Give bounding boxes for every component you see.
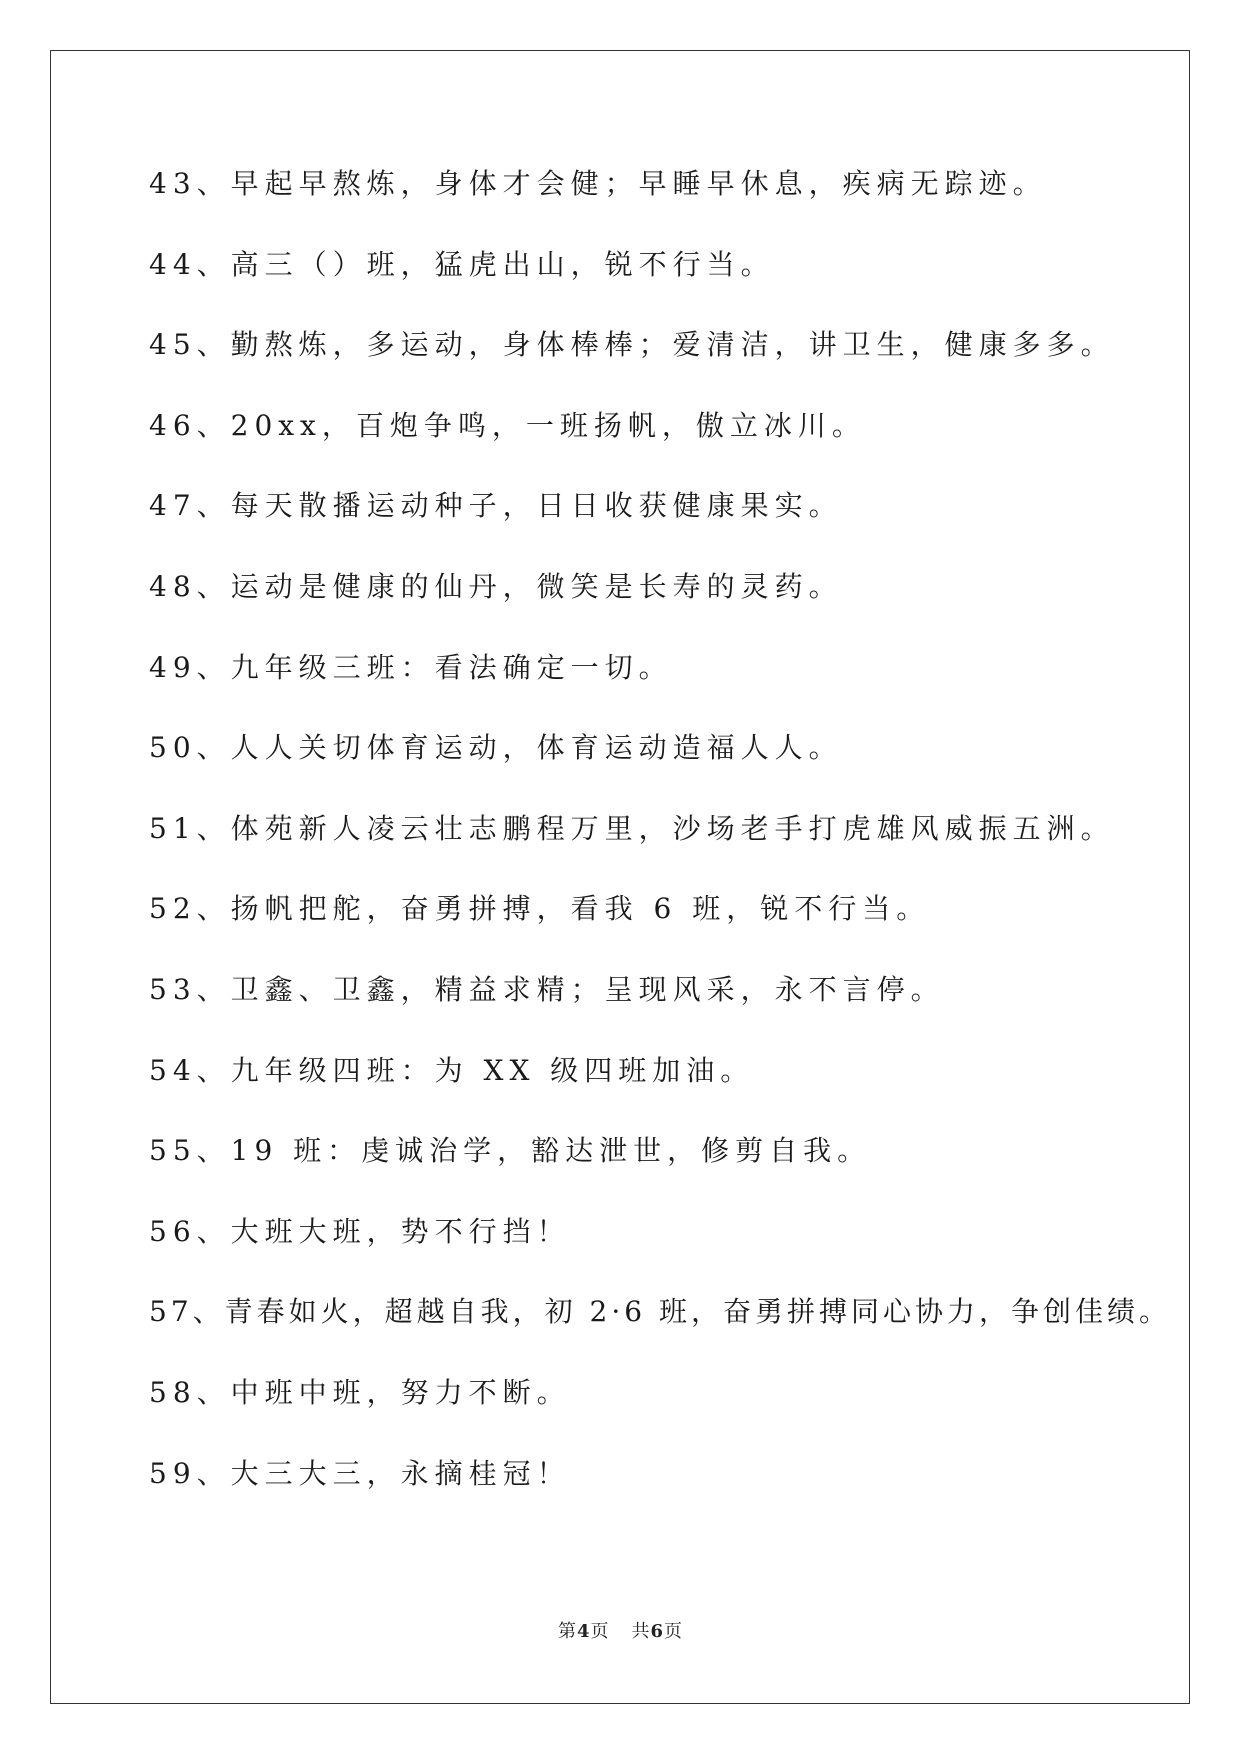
slogan-49: 49、九年级三班：看法确定一切。 — [149, 650, 673, 684]
slogan-51: 51、体苑新人凌云壮志鹏程万里，沙场老手打虎雄风威振五洲。 — [149, 811, 1115, 845]
page-total: 6 — [650, 1621, 665, 1642]
page-suffix: 页 — [590, 1621, 610, 1642]
slogan-58: 58、中班中班，努力不断。 — [149, 1375, 571, 1409]
slogan-59: 59、大三大三，永摘桂冠！ — [149, 1456, 571, 1490]
slogan-list — [149, 167, 1179, 1540]
slogan-56: 56、大班大班，势不行挡！ — [149, 1214, 571, 1248]
page-current: 4 — [576, 1621, 591, 1642]
slogan-45: 45、勤熬炼，多运动，身体棒棒；爱清洁，讲卫生，健康多多。 — [149, 328, 1115, 362]
slogan-55: 55、19 班：虔诚治学，豁达泄世，修剪自我。 — [149, 1134, 872, 1168]
page-footer — [0, 1617, 1241, 1643]
slogan-52: 52、扬帆把舵，奋勇拼搏，看我 6 班，锐不行当。 — [149, 892, 931, 926]
slogan-44: 44、高三（）班，猛虎出山，锐不行当。 — [149, 247, 775, 281]
page-prefix: 第 — [557, 1621, 577, 1642]
slogan-46: 46、20xx，百炮争鸣，一班扬帆，傲立冰川。 — [149, 408, 866, 442]
slogan-53: 53、卫鑫、卫鑫，精益求精；呈现风采，永不言停。 — [149, 972, 945, 1006]
slogan-54: 54、九年级四班：为 XX 级四班加油。 — [149, 1053, 755, 1087]
slogan-43: 43、早起早熬炼，身体才会健；早睡早休息，疾病无踪迹。 — [149, 167, 1047, 200]
slogan-50: 50、人人关切体育运动，体育运动造福人人。 — [149, 731, 843, 765]
slogan-48: 48、运动是健康的仙丹，微笑是长寿的灵药。 — [149, 569, 843, 603]
total-suffix: 页 — [664, 1621, 684, 1642]
total-prefix: 共 — [631, 1621, 651, 1642]
slogan-57: 57、青春如火，超越自我，初 2·6 班，奋勇拼搏同心协力，争创佳绩。 — [149, 1295, 1171, 1329]
slogan-47: 47、每天散播运动种子，日日收获健康果实。 — [149, 489, 843, 523]
